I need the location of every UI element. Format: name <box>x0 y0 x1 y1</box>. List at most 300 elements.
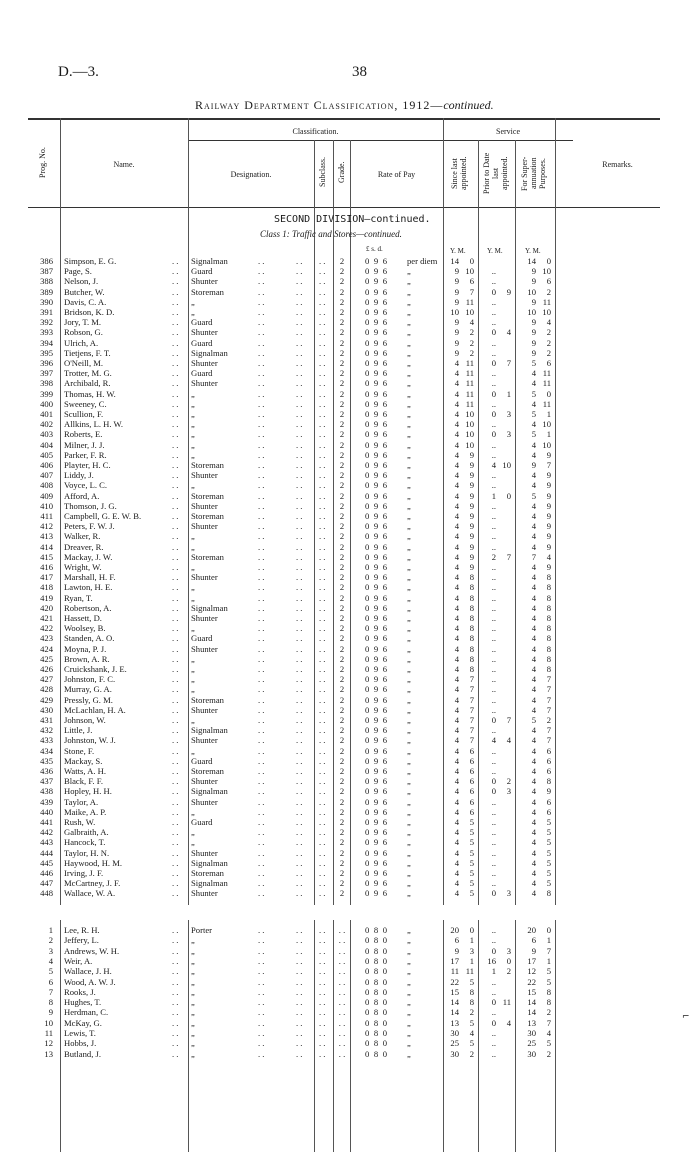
since-months: 1 <box>469 955 474 966</box>
leader-dots: . . <box>258 327 265 338</box>
super-months: 8 <box>546 888 551 899</box>
grade: 2 <box>339 684 345 695</box>
prior-years: 0 <box>491 715 496 725</box>
rate-unit: „ <box>407 1028 411 1038</box>
prior-months: 3 <box>506 945 511 956</box>
grade: 2 <box>339 653 345 664</box>
leader-dots: . . <box>296 592 303 603</box>
designation: „ <box>191 935 195 946</box>
rate-unit: „ <box>407 368 411 379</box>
rate-unit: „ <box>407 419 411 430</box>
leader-dots: . . <box>258 817 265 827</box>
designation: Guard <box>191 368 213 379</box>
designation: „ <box>191 684 195 695</box>
since-years: 9 <box>454 276 459 287</box>
leader-dots: . . <box>258 602 265 613</box>
super-months: 9 <box>546 541 551 552</box>
rate-unit: „ <box>407 470 411 481</box>
employee-name: Woolsey, B. <box>64 623 106 634</box>
designation: Shunter <box>191 358 218 368</box>
rate-unit: „ <box>407 429 411 440</box>
since-months: 5 <box>469 847 474 858</box>
since-years: 4 <box>454 623 459 634</box>
subclass: . . <box>319 358 326 368</box>
employee-name: Mackay, S. <box>64 755 103 766</box>
subclass: . . <box>319 1007 326 1018</box>
super-months: 2 <box>546 337 551 348</box>
leader-dots: . . <box>172 572 179 583</box>
prog-no: 413 <box>40 531 53 542</box>
prior-years: .. <box>491 817 496 827</box>
rate-unit: „ <box>407 337 411 348</box>
grade: . . <box>338 955 346 966</box>
rate-unit: „ <box>407 643 411 654</box>
leader-dots: . . <box>172 945 179 956</box>
table-row <box>0 501 700 511</box>
super-years: 14 <box>527 1007 536 1018</box>
super-months: 9 <box>546 480 551 491</box>
since-years: 4 <box>454 368 459 379</box>
rate-unit: „ <box>407 327 411 338</box>
leader-dots: . . <box>172 266 179 277</box>
since-years: 4 <box>454 725 459 736</box>
super-months: 8 <box>546 653 551 664</box>
super-months: 9 <box>546 562 551 572</box>
super-months: 1 <box>546 935 551 946</box>
employee-name: Robson, G. <box>64 327 103 338</box>
table-row <box>0 674 700 684</box>
designation: „ <box>191 1017 195 1028</box>
super-years: 5 <box>531 429 536 440</box>
employee-name: Wallace, W. A. <box>64 888 116 899</box>
since-years: 9 <box>454 296 459 307</box>
super-months: 9 <box>546 521 551 532</box>
since-years: 4 <box>454 704 459 715</box>
leader-dots: . . <box>172 1007 179 1018</box>
grade: 2 <box>339 776 345 787</box>
since-years: 10 <box>450 307 459 317</box>
designation: Shunter <box>191 847 218 858</box>
grade: 2 <box>339 766 345 776</box>
employee-name: Lawton, H. E. <box>64 582 113 593</box>
grade: 2 <box>339 602 345 613</box>
since-years: 4 <box>454 511 459 521</box>
prog-no: 443 <box>40 837 53 848</box>
rate-unit: „ <box>407 633 411 644</box>
leader-dots: . . <box>172 531 179 542</box>
since-months: 6 <box>469 776 474 787</box>
super-years: 9 <box>531 296 536 307</box>
subclass: . . <box>319 613 326 623</box>
rate-of-pay: 0 9 6 <box>365 786 389 797</box>
subclass: . . <box>319 837 326 848</box>
grade: 2 <box>339 541 345 552</box>
leader-dots: . . <box>172 541 179 552</box>
super-years: 4 <box>531 827 536 838</box>
super-months: 9 <box>546 786 551 797</box>
table-row <box>0 684 700 694</box>
col-remarks: Remarks. <box>602 160 633 169</box>
rate-of-pay: 0 9 6 <box>365 623 389 634</box>
leader-dots: . . <box>258 986 265 997</box>
rate-of-pay: 0 8 0 <box>365 925 389 935</box>
super-months: 6 <box>546 796 551 807</box>
rate-unit: „ <box>407 755 411 766</box>
rate-unit: „ <box>407 827 411 838</box>
leader-dots: . . <box>258 347 265 358</box>
leader-dots: . . <box>296 966 303 977</box>
leader-dots: . . <box>258 592 265 603</box>
since-months: 2 <box>469 347 474 358</box>
leader-dots: . . <box>296 358 303 368</box>
prior-months: 7 <box>506 358 511 368</box>
since-months: 5 <box>469 1038 474 1049</box>
prog-no: 13 <box>44 1048 53 1059</box>
since-years: 4 <box>454 429 459 440</box>
table-row <box>0 419 700 429</box>
table-row <box>0 878 700 888</box>
prog-no: 389 <box>40 286 53 297</box>
since-years: 9 <box>454 347 459 358</box>
super-months: 8 <box>546 623 551 634</box>
since-months: 9 <box>469 490 474 501</box>
since-years: 4 <box>454 419 459 430</box>
prior-months: 3 <box>506 786 511 797</box>
since-months: 11 <box>465 388 474 399</box>
since-years: 4 <box>454 868 459 878</box>
employee-name: O'Neill, M. <box>64 358 104 368</box>
super-months: 8 <box>546 582 551 593</box>
employee-name: McKay, G. <box>64 1017 102 1028</box>
super-months: 2 <box>546 327 551 338</box>
since-years: 4 <box>454 358 459 368</box>
since-months: 7 <box>469 715 474 725</box>
rate-unit: „ <box>407 935 411 946</box>
rate-of-pay: 0 9 6 <box>365 419 389 430</box>
prog-no: 8 <box>48 997 53 1008</box>
employee-name: Jory, T. M. <box>64 317 102 328</box>
since-years: 4 <box>454 633 459 644</box>
table-row <box>0 368 700 378</box>
rate-unit: „ <box>407 694 411 705</box>
since-years: 4 <box>454 541 459 552</box>
designation: „ <box>191 388 195 399</box>
super-months: 8 <box>546 986 551 997</box>
prog-no: 423 <box>40 633 53 644</box>
employee-name: Campbell, G. E. W. B. <box>64 511 142 521</box>
prior-years: .. <box>491 1038 496 1049</box>
subclass: . . <box>319 878 326 889</box>
grade: 2 <box>339 521 345 532</box>
table-row <box>0 966 700 976</box>
leader-dots: . . <box>296 755 303 766</box>
grade: 2 <box>339 296 345 307</box>
since-years: 4 <box>454 827 459 838</box>
leader-dots: . . <box>296 745 303 756</box>
prog-no: 401 <box>40 409 53 419</box>
leader-dots: . . <box>296 296 303 307</box>
super-years: 4 <box>531 766 536 776</box>
grade: 2 <box>339 266 345 277</box>
since-years: 4 <box>454 847 459 858</box>
designation: „ <box>191 1007 195 1018</box>
prog-no: 388 <box>40 276 53 287</box>
grade: 2 <box>339 388 345 399</box>
leader-dots: . . <box>258 470 265 481</box>
rate-of-pay: 0 9 6 <box>365 776 389 787</box>
prog-no: 412 <box>40 521 53 532</box>
leader-dots: . . <box>296 935 303 946</box>
grade: 2 <box>339 674 345 685</box>
subclass: . . <box>319 398 326 409</box>
super-years: 4 <box>531 378 536 389</box>
rate-unit: „ <box>407 817 411 827</box>
employee-name: Lee, R. H. <box>64 925 100 935</box>
table-row <box>0 817 700 827</box>
leader-dots: . . <box>296 398 303 409</box>
since-years: 4 <box>454 613 459 623</box>
leader-dots: . . <box>258 715 265 725</box>
super-months: 8 <box>546 613 551 623</box>
rate-of-pay: 0 9 6 <box>365 296 389 307</box>
table-row <box>0 348 700 358</box>
rate-of-pay: 0 9 6 <box>365 398 389 409</box>
designation: „ <box>191 419 195 430</box>
super-years: 25 <box>527 1038 536 1049</box>
prior-years: .. <box>491 868 496 878</box>
prog-no: 3 <box>48 945 53 956</box>
prior-months: 2 <box>506 966 511 977</box>
leader-dots: . . <box>258 755 265 766</box>
since-years: 4 <box>454 694 459 705</box>
super-months: 6 <box>546 745 551 756</box>
super-years: 4 <box>531 806 536 817</box>
subclass: . . <box>319 337 326 348</box>
leader-dots: . . <box>296 623 303 634</box>
grade: 2 <box>339 286 345 297</box>
grade: 2 <box>339 317 345 328</box>
super-months: 2 <box>546 1007 551 1018</box>
super-years: 4 <box>531 674 536 685</box>
super-months: 6 <box>546 806 551 817</box>
since-years: 13 <box>450 1017 459 1028</box>
designation: Storeman <box>191 490 224 501</box>
since-years: 4 <box>454 664 459 674</box>
leader-dots: . . <box>258 500 265 511</box>
subclass: . . <box>319 572 326 583</box>
leader-dots: . . <box>172 643 179 654</box>
designation: „ <box>191 623 195 634</box>
table-row <box>0 287 700 297</box>
grade: 2 <box>339 582 345 593</box>
rate-unit: „ <box>407 286 411 297</box>
leader-dots: . . <box>296 582 303 593</box>
rate-of-pay: 0 9 6 <box>365 592 389 603</box>
prog-no: 421 <box>40 613 53 623</box>
prog-no: 11 <box>44 1028 53 1038</box>
rate-unit: „ <box>407 266 411 277</box>
employee-name: Butcher, W. <box>64 286 105 297</box>
designation: „ <box>191 653 195 664</box>
rate-of-pay: 0 9 6 <box>365 368 389 379</box>
super-months: 7 <box>546 674 551 685</box>
designation: Shunter <box>191 796 218 807</box>
subclass: . . <box>319 317 326 328</box>
designation: Signalman <box>191 256 228 266</box>
leader-dots: . . <box>172 398 179 409</box>
since-months: 11 <box>465 358 474 368</box>
rate-of-pay: 0 9 6 <box>365 388 389 399</box>
rate-of-pay: 0 9 6 <box>365 511 389 521</box>
leader-dots: . . <box>296 429 303 440</box>
prog-no: 398 <box>40 378 53 389</box>
super-months: 10 <box>542 307 551 317</box>
rate-of-pay: 0 9 6 <box>365 429 389 440</box>
table-row <box>0 542 700 552</box>
prog-no: 392 <box>40 317 53 328</box>
leader-dots: . . <box>172 419 179 430</box>
subclass: . . <box>319 966 326 977</box>
super-months: 8 <box>546 572 551 583</box>
leader-dots: . . <box>296 307 303 317</box>
rate-unit: „ <box>407 997 411 1008</box>
rate-of-pay: 0 9 6 <box>365 827 389 838</box>
leader-dots: . . <box>258 1038 265 1049</box>
prior-years: 1 <box>491 966 496 977</box>
since-months: 8 <box>469 602 474 613</box>
prog-no: 386 <box>40 256 53 266</box>
prior-years: .. <box>491 623 496 634</box>
super-months: 4 <box>546 1028 551 1038</box>
super-years: 4 <box>531 480 536 491</box>
rate-of-pay: 0 9 6 <box>365 337 389 348</box>
leader-dots: . . <box>296 945 303 956</box>
table-row <box>0 868 700 878</box>
prog-no: 445 <box>40 857 53 868</box>
since-years: 9 <box>454 286 459 297</box>
designation: Guard <box>191 817 213 827</box>
grade: 2 <box>339 633 345 644</box>
leader-dots: . . <box>172 358 179 368</box>
rate-of-pay: 0 9 6 <box>365 449 389 460</box>
super-years: 4 <box>531 633 536 644</box>
super-months: 11 <box>542 398 551 409</box>
employee-name: Voyce, L. C. <box>64 480 108 491</box>
super-years: 4 <box>531 796 536 807</box>
leader-dots: . . <box>296 878 303 889</box>
prior-years: .. <box>491 796 496 807</box>
since-years: 4 <box>454 388 459 399</box>
designation: Guard <box>191 633 213 644</box>
rate-of-pay: 0 9 6 <box>365 531 389 542</box>
designation: Shunter <box>191 327 218 338</box>
grade: 2 <box>339 572 345 583</box>
table-row <box>0 307 700 317</box>
rate-unit: „ <box>407 786 411 797</box>
rate-of-pay: 0 9 6 <box>365 490 389 501</box>
leader-dots: . . <box>296 1017 303 1028</box>
rate-of-pay: 0 9 6 <box>365 409 389 419</box>
designation: Shunter <box>191 735 218 746</box>
table-row <box>0 389 700 399</box>
leader-dots: . . <box>296 715 303 725</box>
rate-of-pay: 0 9 6 <box>365 684 389 695</box>
leader-dots: . . <box>258 1007 265 1018</box>
subclass: . . <box>319 945 326 956</box>
leader-dots: . . <box>172 327 179 338</box>
employee-name: Johnston, W. J. <box>64 735 116 746</box>
subclass: . . <box>319 817 326 827</box>
leader-dots: . . <box>258 317 265 328</box>
super-years: 4 <box>531 572 536 583</box>
table-row <box>0 338 700 348</box>
employee-name: Hughes, T. <box>64 997 102 1008</box>
leader-dots: . . <box>258 878 265 889</box>
subclass: . . <box>319 725 326 736</box>
prog-no: 427 <box>40 674 53 685</box>
prior-years: .. <box>491 347 496 358</box>
super-years: 14 <box>527 997 536 1008</box>
employee-name: Lewis, T. <box>64 1028 96 1038</box>
since-months: 8 <box>469 653 474 664</box>
prior-years: 0 <box>491 888 496 899</box>
subclass: . . <box>319 490 326 501</box>
since-months: 8 <box>469 623 474 634</box>
leader-dots: . . <box>296 470 303 481</box>
rate-of-pay: 0 9 6 <box>365 500 389 511</box>
subclass: . . <box>319 378 326 389</box>
grade: 2 <box>339 378 345 389</box>
rate-of-pay: 0 9 6 <box>365 358 389 368</box>
table-title <box>195 98 494 113</box>
leader-dots: . . <box>296 1007 303 1018</box>
designation: Signalman <box>191 786 228 797</box>
employee-name: Walker, R. <box>64 531 101 542</box>
subclass: . . <box>319 653 326 664</box>
prior-years: .. <box>491 296 496 307</box>
since-years: 4 <box>454 878 459 889</box>
leader-dots: . . <box>296 378 303 389</box>
rate-unit: „ <box>407 490 411 501</box>
since-months: 5 <box>469 857 474 868</box>
leader-dots: . . <box>258 745 265 756</box>
col-prog-no: Prog. No. <box>38 147 47 178</box>
subclass: . . <box>319 500 326 511</box>
table-row <box>0 1049 700 1059</box>
super-months: 7 <box>546 704 551 715</box>
prior-months: 9 <box>506 286 511 297</box>
subclass: . . <box>319 531 326 542</box>
title-main: Railway Department Classification, 1912— <box>195 98 444 112</box>
super-years: 4 <box>531 684 536 695</box>
grade: 2 <box>339 480 345 491</box>
grade: . . <box>338 925 346 935</box>
designation: Storeman <box>191 694 224 705</box>
prior-years: .. <box>491 694 496 705</box>
prior-years: .. <box>491 976 496 987</box>
subclass: . . <box>319 806 326 817</box>
employee-name: Taylor, A. <box>64 796 99 807</box>
prior-years: .. <box>491 582 496 593</box>
subclass: . . <box>319 592 326 603</box>
leader-dots: . . <box>296 664 303 674</box>
subclass: . . <box>319 276 326 287</box>
leader-dots: . . <box>258 1028 265 1038</box>
subclass: . . <box>319 347 326 358</box>
designation: Shunter <box>191 276 218 287</box>
leader-dots: . . <box>172 613 179 623</box>
rate-of-pay: 0 9 6 <box>365 888 389 899</box>
